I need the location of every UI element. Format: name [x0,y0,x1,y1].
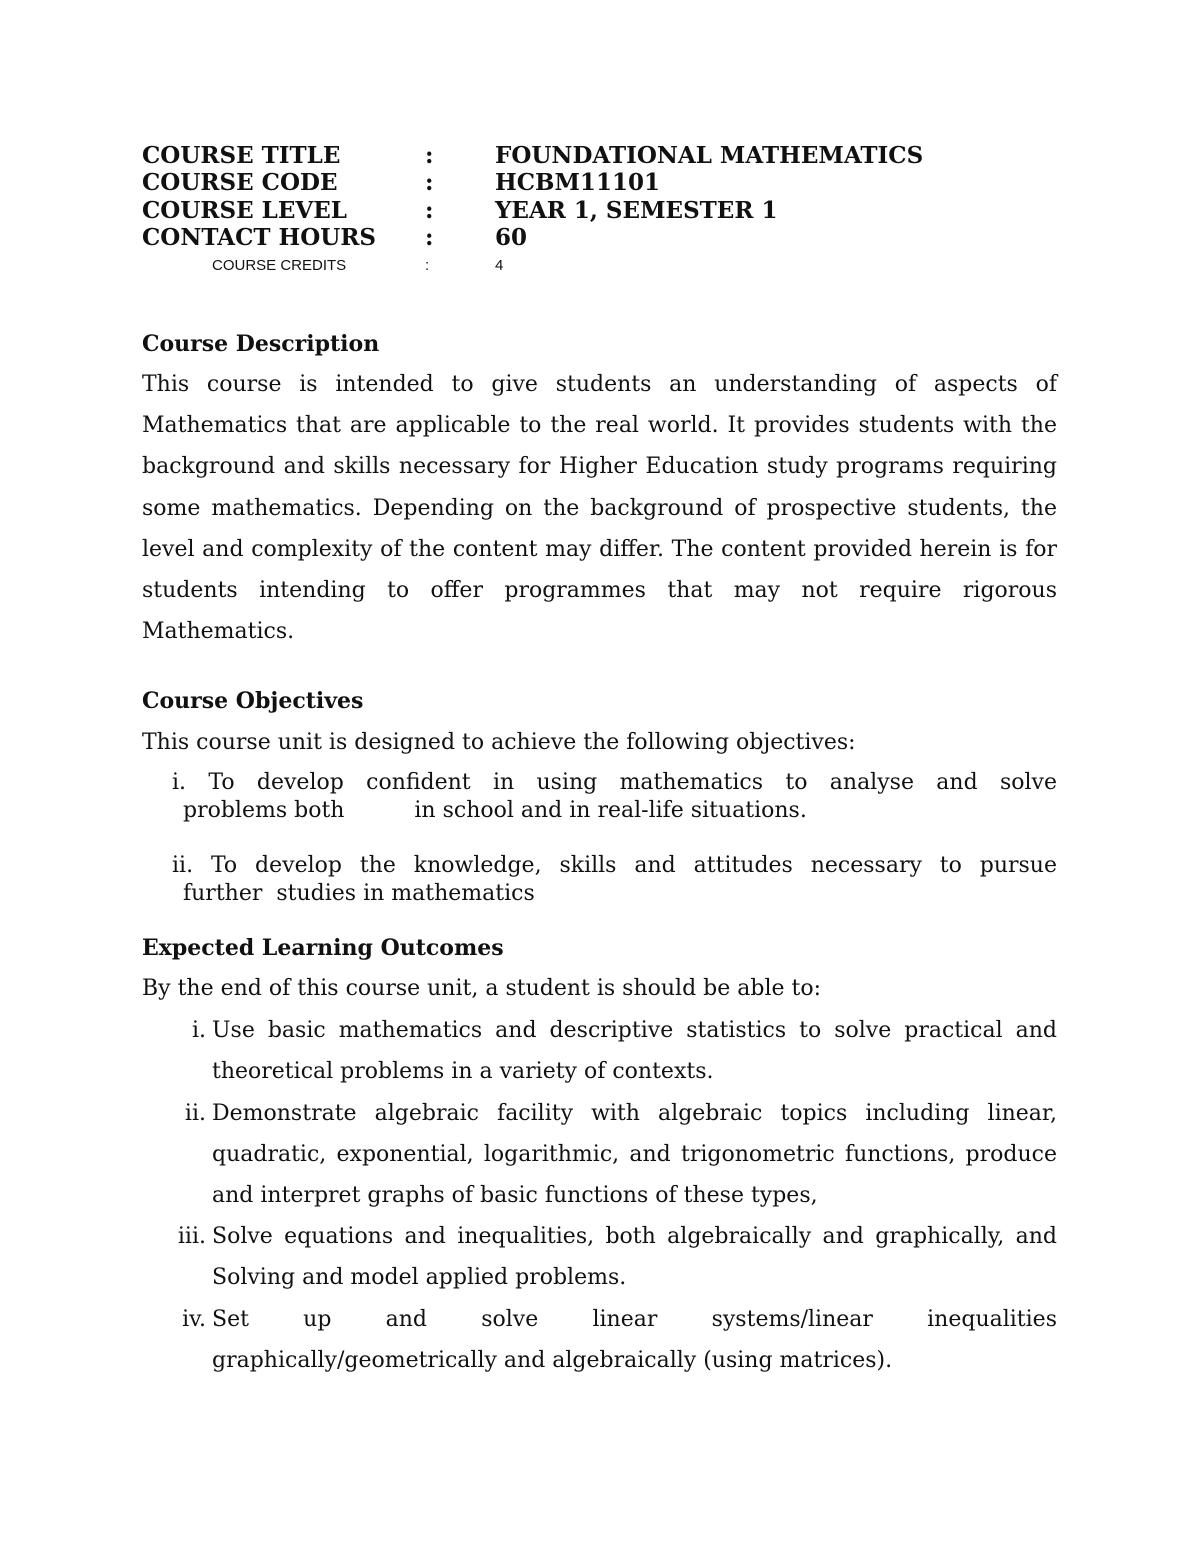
objective-item [172,852,1057,908]
outcome-text: Demonstrate algebraic facility with algebraic topics including linear, quadratic, exponential, logarithmic, and trigonometric functions, produce and interpret graphs of basic functions of these types, [212,1101,1057,1209]
course-code-value: HCBM11101 [495,169,660,196]
outcome-number: iv. [182,1307,206,1332]
course-description-heading: Course Description [142,331,380,357]
outcome-number: i. [191,1018,206,1043]
outcome-text: Solve equations and inequalities, both algebraically and graphically, and Solving and model applied problems. [212,1224,1057,1291]
outcome-text: Set up and solve linear systems/linear inequalities graphically/geometrically and algebraically (using matrices). [212,1307,1057,1374]
course-description-text: This course is intended to give students an understanding of aspects of Mathematics that are applicable to the real world. It provides students with the background and skills necessary for Higher Education study programs requiring some mathematics. Depending on the background of prospective students, the level and complexity of the content may differ. The content provided herein is for students intending to offer programmes that may not require rigorous Mathematics. [142,372,1057,645]
outcomes-intro: By the end of this course unit, a student is should be able to: [142,976,822,1001]
objective-line-2: problems both in school and in real-life situations. [183,798,807,823]
course-title-colon: : [425,142,434,169]
course-credits-label: COURSE CREDITS [212,257,347,274]
course-title-value: FOUNDATIONAL MATHEMATICS [495,142,924,169]
outcome-number: iii. [177,1224,206,1249]
objective-item [172,769,1057,825]
course-credits-value: 4 [495,257,504,274]
course-code-colon: : [425,169,434,196]
course-level-colon: : [425,197,434,224]
outcome-number: ii. [184,1101,206,1126]
objective-line-2: further studies in mathematics [183,881,535,906]
contact-hours-label: CONTACT HOURS [142,224,377,251]
contact-hours-value: 60 [495,224,528,251]
course-level-label: COURSE LEVEL [142,197,347,224]
course-code-label: COURSE CODE [142,169,338,196]
objective-line-1: ii. To develop the knowledge, skills and attitudes necessary to pursue [172,853,1057,878]
learning-outcomes-heading: Expected Learning Outcomes [142,935,504,961]
course-title-label: COURSE TITLE [142,142,341,169]
course-objectives-heading: Course Objectives [142,688,364,714]
course-level-value: YEAR 1, SEMESTER 1 [495,197,778,224]
course-credits-colon: : [425,257,430,274]
contact-hours-colon: : [425,224,434,251]
outcome-text: Use basic mathematics and descriptive statistics to solve practical and theoretical problems in a variety of contexts. [212,1018,1057,1085]
objective-line-1: i. To develop confident in using mathematics to analyse and solve [172,770,1057,795]
objectives-intro: This course unit is designed to achieve the following objectives: [142,730,856,755]
